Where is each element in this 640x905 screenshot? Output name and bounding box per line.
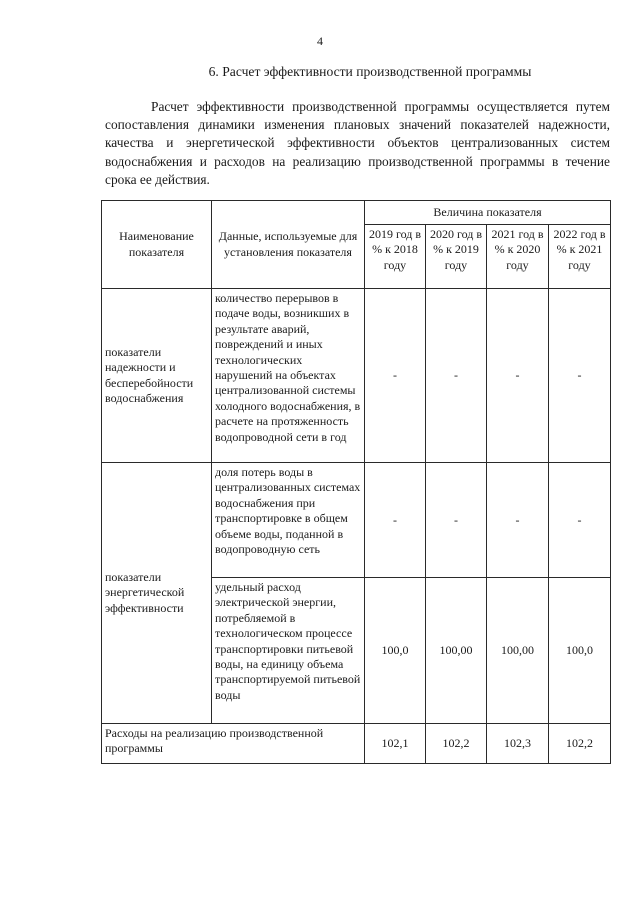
value-cell: - [487,463,549,578]
value-cell: 100,00 [487,578,549,724]
value-cell: - [365,463,426,578]
indicator-data: удельный расход электрической энергии, потребляемой в технологическом процессе транспортировки питьевой воды, на единицу объема транспортируемой питьевой воды [212,578,365,724]
efficiency-table [101,200,611,764]
indicator-name-reliability: показатели надежности и бесперебойности водоснабжения [102,289,212,463]
header-year-2021: 2021 год в % к 2020 году [487,225,549,289]
value-cell: - [365,289,426,463]
header-year-2022: 2022 год в % к 2021 году [549,225,611,289]
header-value-group: Величина показателя [365,201,611,225]
header-data-used: Данные, используемые для установления показателя [212,201,365,289]
value-cell: 100,00 [426,578,487,724]
header-year-2020: 2020 год в % к 2019 году [426,225,487,289]
page-number: 4 [317,34,323,48]
table-row [102,289,611,463]
table-row [102,463,611,578]
value-cell: 100,0 [365,578,426,724]
value-cell: - [487,289,549,463]
expenses-value: 102,3 [487,724,549,764]
indicator-name-energy: показатели энергетической эффективности [102,463,212,724]
value-cell: - [426,463,487,578]
value-cell: 100,0 [549,578,611,724]
value-cell: - [549,463,611,578]
table-header-row [102,201,611,225]
header-indicator-name: Наименование показателя [102,201,212,289]
indicator-data: доля потерь воды в централизованных системах водоснабжения при транспортировке в общем объеме воды, поданной в водопроводную сеть [212,463,365,578]
intro-paragraph: Расчет эффективности производственной программы осуществляется путем сопоставления динамики изменения плановых значений показателей надежности, качества и энергетической эффективности объектов централизованных систем водоснабжения и расходов на реализацию производственной программы в течение срока ее действия. [105,99,610,187]
expenses-value: 102,1 [365,724,426,764]
expenses-value: 102,2 [549,724,611,764]
indicator-data: количество перерывов в подаче воды, возникших в результате аварий, повреждений и иных технологических нарушений на объектах централизованной системы холодного водоснабжения, в расчете на протяженность водопроводной сети в год [212,289,365,463]
expenses-value: 102,2 [426,724,487,764]
expenses-label: Расходы на реализацию производственной программы [102,724,365,764]
header-year-2019: 2019 год в % к 2018 году [365,225,426,289]
value-cell: - [426,289,487,463]
section-title: 6. Расчет эффективности производственной программы [208,64,532,79]
table-row-expenses [102,724,611,764]
value-cell: - [549,289,611,463]
